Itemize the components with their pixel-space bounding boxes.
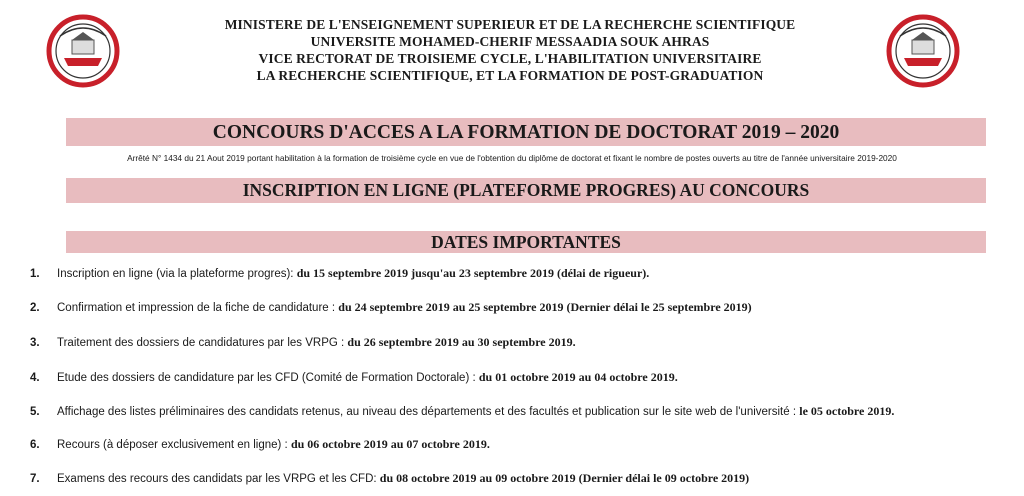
header-ministry: MINISTERE DE L'ENSEIGNEMENT SUPERIEUR ET DE LA RECHERCHE SCIENTIFIQUE — [224, 17, 796, 32]
arrete-text: Arrêté N° 1434 du 21 Aout 2019 portant habilitation à la formation de troisième cycle en vue de l'obtention du diplôme de doctorat et fixant le nombre de postes ouverts au titre de l'année universitaire 2019-2020 — [127, 153, 897, 163]
list-item: 6. Recours (à déposer exclusivement en ligne) : du 06 octobre 2019 au 07 octobre 2019. — [30, 437, 490, 451]
list-item: 7. Examens des recours des candidats par les VRPG et les CFD: du 08 octobre 2019 au 09 octobre 2019 (Dernier délai le 09 octobre 2019) — [30, 471, 750, 485]
header-research: LA RECHERCHE SCIENTIFIQUE, ET LA FORMATION DE POST-GRADUATION — [256, 68, 764, 83]
list-item: 2. Confirmation et impression de la fiche de candidature : du 24 septembre 2019 au 25 septembre 2019 (Dernier délai le 25 septembre 2019) — [30, 300, 752, 314]
list-item: 5. Affichage des listes préliminaires des candidats retenus, au niveau des départements et des facultés et publication sur le site web de l'université : le 05 octobre 2019. — [30, 404, 895, 418]
header-university: UNIVERSITE MOHAMED-CHERIF MESSAADIA SOUK AHRAS — [310, 34, 710, 49]
inscription-banner: INSCRIPTION EN LIGNE (PLATEFORME PROGRES) AU CONCOURS — [66, 178, 986, 203]
list-item: 4. Etude des dossiers de candidature par les CFD (Comité de Formation Doctorale) : du 01 octobre 2019 au 04 octobre 2019. — [30, 370, 678, 384]
list-item: 1. Inscription en ligne (via la plateforme progres): du 15 septembre 2019 jusqu'au 23 septembre 2019 (délai de rigueur). — [30, 266, 650, 280]
header-vice-rectorat: VICE RECTORAT DE TROISIEME CYCLE, L'HABILITATION UNIVERSITAIRE — [258, 51, 762, 66]
contest-title: CONCOURS D'ACCES A LA FORMATION DE DOCTORAT 2019 – 2020 — [66, 118, 986, 146]
university-logo-icon — [46, 14, 120, 88]
document-header — [150, 16, 870, 84]
list-item: 3. Traitement des dossiers de candidatures par les VRPG : du 26 septembre 2019 au 30 septembre 2019. — [30, 335, 576, 349]
university-logo-icon — [886, 14, 960, 88]
dates-title: DATES IMPORTANTES — [66, 231, 986, 253]
